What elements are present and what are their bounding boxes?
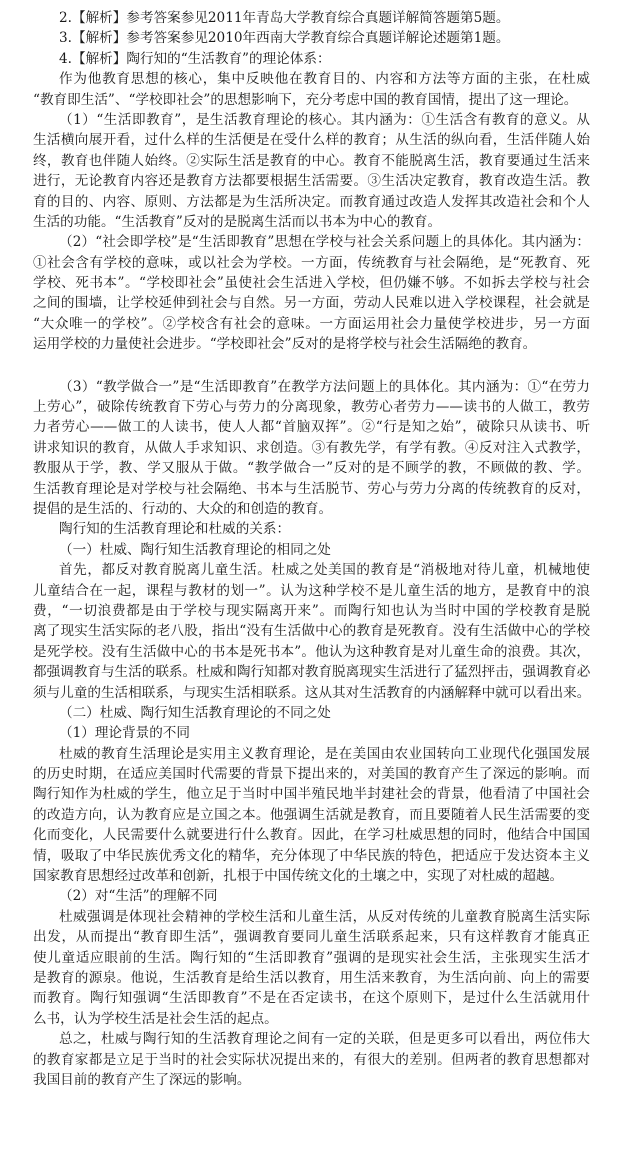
text-line: “教育即生活”、“学校即社会”的思想影响下，充分考虑中国的教育国情，提出了这一理论。 [33, 91, 578, 108]
text-line: 首先，都反对教育脱离儿童生活。杜威之处美国的教育是“消极地对待儿童，机械地使 [59, 562, 590, 579]
text-line: 是教育的源泉。他说，生活教育是给生活以教育，用生活来教育，为生活向前、向上的需要 [33, 969, 590, 986]
paragraph [33, 703, 590, 723]
paragraph [33, 377, 590, 520]
text-line: 陶行知的生活教育理论和杜威的关系： [59, 521, 291, 538]
paragraph [33, 49, 590, 69]
paragraph [33, 232, 590, 354]
text-line: （一）杜威、陶行知生活教育理论的相同之处 [59, 541, 331, 558]
paragraph [33, 110, 590, 232]
text-line: 3.【解析】参考答案参见2010年西南大学教育综合真题详解论述题第1题。 [59, 30, 510, 47]
text-line: 学校、死书本”。“学校即社会”虽使社会生活进入学校，但仍嫌不够。不如拆去学校与社会 [33, 275, 590, 292]
paragraph [33, 8, 590, 28]
text-line: 么书，认为学校生活是社会生活的起点。 [33, 1010, 278, 1027]
text-line: 运用学校的力量使社会进步。“学校即社会”反对的是将学校与社会生活隔绝的教育。 [33, 336, 537, 353]
text-line: 情，吸取了中华民族优秀文化的精华，充分体现了中华民族的特色，把适应于发达资本主义 [33, 847, 590, 864]
text-line: 出发，从而提出“教育即生活”，强调教育要同儿童生活联系起来，只有这样教育才能真正 [33, 929, 590, 946]
text-line: “大众唯一的学校”。②学校含有社会的意味。一方面运用社会力量使学校进步，另一方面 [33, 315, 590, 332]
text-line: 国家教育思想经过改革和创新，扎根于中国传统文化的土壤之中，实现了对杜威的超越。 [33, 868, 564, 885]
text-line: ①社会含有学校的意味，或以社会为学校。一方面，传统教育与社会隔绝，是“死教育、死 [33, 254, 590, 271]
text-line: 4.【解析】陶行知的“生活教育”的理论体系： [59, 50, 331, 67]
paragraph [33, 907, 590, 1029]
text-line: 之间的围墙，让学校延伸到社会与自然。另一方面，劳动人民难以进入学校课程，社会就是 [33, 295, 590, 312]
text-line: （二）杜威、陶行知生活教育理论的不同之处 [59, 704, 331, 721]
text-line: （1）理论背景的不同 [59, 725, 190, 742]
text-line: 我国目前的教育产生了深远的影响。 [33, 1071, 251, 1088]
text-line: 化而变化，人民需要什么就要进行什么教育。因此，在学习杜威思想的同时，他结合中国国 [33, 827, 590, 844]
paragraph [33, 28, 590, 48]
text-line: 育的目的、内容、原则、方法都是为生活所决定。而教育通过改造人发挥其改造社会和个人 [33, 193, 590, 210]
text-line: 陶行知作为杜威的学生，他立足于当时中国半殖民地半封建社会的背景，他看清了中国社会 [33, 786, 590, 803]
paragraph [33, 744, 590, 887]
paragraph [33, 560, 590, 703]
text-line: 作为他教育思想的核心，集中反映他在教育目的、内容和方法等方面的主张，在杜威 [59, 71, 590, 88]
paragraph [33, 69, 590, 110]
paragraph [33, 519, 590, 539]
text-line: 都强调教育与生活的联系。杜威和陶行知都对教育脱离现实生活进行了猛烈抨击，强调教育必 [33, 664, 591, 681]
text-line: 提倡的是生活的、行动的、大众的和创造的教育。 [33, 500, 333, 517]
text-line: 须与儿童的生活相联系，与现实生活相联系。这从其对生活教育的内涵解释中就可以看出来。 [33, 684, 591, 701]
text-line: 上劳心”，破除传统教育下劳心与劳力的分离现象，教劳心者劳力——读书的人做工，教劳 [33, 399, 590, 416]
text-line: 而教育。陶行知强调“生活即教育”不是在否定读书，在这个原则下，是过什么生活就用什 [33, 990, 590, 1007]
text-line: 终，教育也伴随人始终。②实际生活是教育的中心。教育不能脱离生活，教育要通过生活来 [33, 152, 590, 169]
text-line: 总之，杜威与陶行知的生活教育理论之间有一定的关联，但是更多可以看出，两位伟大 [59, 1031, 590, 1048]
text-line: 离了现实生活实际的老八股，指出“没有生活做中心的教育是死教育。没有生活做中心的学校 [33, 623, 590, 640]
text-line: （3）“教学做合一”是“生活即教育”在教学方法问题上的具体化。其内涵为：①“在劳力 [59, 378, 590, 395]
text-line: 进行，无论教育内容还是教育方法都要根据生活需要。③生活决定教育，教育改造生活。教 [33, 173, 590, 190]
text-line: 2.【解析】参考答案参见2011年青岛大学教育综合真题详解简答题第5题。 [59, 10, 510, 26]
text-line: 儿童结合在一起，课程与教材的划一”。认为这种学校不是儿童生活的地方，是教育中的浪 [33, 582, 590, 599]
text-line: 力者劳心——做工的人读书，使人人都“首脑双挥”。②“行是知之始”，破除只从读书、听 [33, 419, 590, 436]
paragraph [33, 1029, 590, 1090]
text-line: 生活教育理论是对学校与社会隔绝、书本与生活脱节、劳心与劳力分离的传统教育的反对， [33, 480, 590, 497]
document-page [33, 8, 590, 1090]
text-line: （1）“生活即教育”，是生活教育理论的核心。其内涵为：①生活含有教育的意义。从 [59, 111, 590, 128]
text-line: 的改造方向，认为教育应是立国之本。他强调生活就是教育，而且要随着人民生活需要的变 [33, 806, 590, 823]
paragraph [33, 886, 590, 906]
paragraph [33, 723, 590, 743]
text-line: （2）“社会即学校”是“生活即教育”思想在学校与社会关系问题上的具体化。其内涵为： [59, 234, 590, 251]
text-line: 生活的功能。“生活教育”反对的是脱离生活而以书本为中心的教育。 [33, 213, 442, 230]
text-line: （2）对“生活”的理解不同 [59, 888, 218, 905]
text-line: 费，“一切浪费都是由于学校与现实隔离开来”。而陶行知也认为当时中国的学校教育是脱 [33, 602, 590, 619]
paragraph-spacer [33, 355, 590, 377]
paragraph [33, 540, 590, 560]
text-line: 的教育家都是立足于当时的社会实际状况提出来的，有很大的差别。但两者的教育思想都对 [33, 1051, 590, 1068]
text-line: 生活横向展开看，过什么样的生活便是在受什么样的教育；从生活的纵向看，生活伴随人始 [33, 132, 590, 149]
text-line: 杜威强调是体现社会精神的学校生活和儿童生活，从反对传统的儿童教育脱离生活实际 [59, 908, 590, 925]
text-line: 的历史时期，在适应美国时代需要的背景下提出来的，对美国的教育产生了深远的影响。而 [33, 766, 590, 783]
text-line: 使儿童适应眼前的生活。陶行知的“生活即教育”强调的是现实社会生活，主张现实生活才 [33, 949, 590, 966]
text-line: 讲求知识的教育，从做人手求知识、求创造。③有教先学，有学有教。④反对注入式教学， [33, 439, 590, 456]
text-line: 是死学校。没有生活做中心的书本是死书本”。他认为这种教育是对儿童生命的浪费。其次， [33, 643, 590, 660]
text-line: 杜威的教育生活理论是实用主义教育理论，是在美国由农业国转向工业现代化强国发展 [59, 745, 590, 762]
text-line: 教服从于学，教、学又服从于做。“教学做合一”反对的是不顾学的教，不顾做的教、学。 [33, 460, 590, 477]
